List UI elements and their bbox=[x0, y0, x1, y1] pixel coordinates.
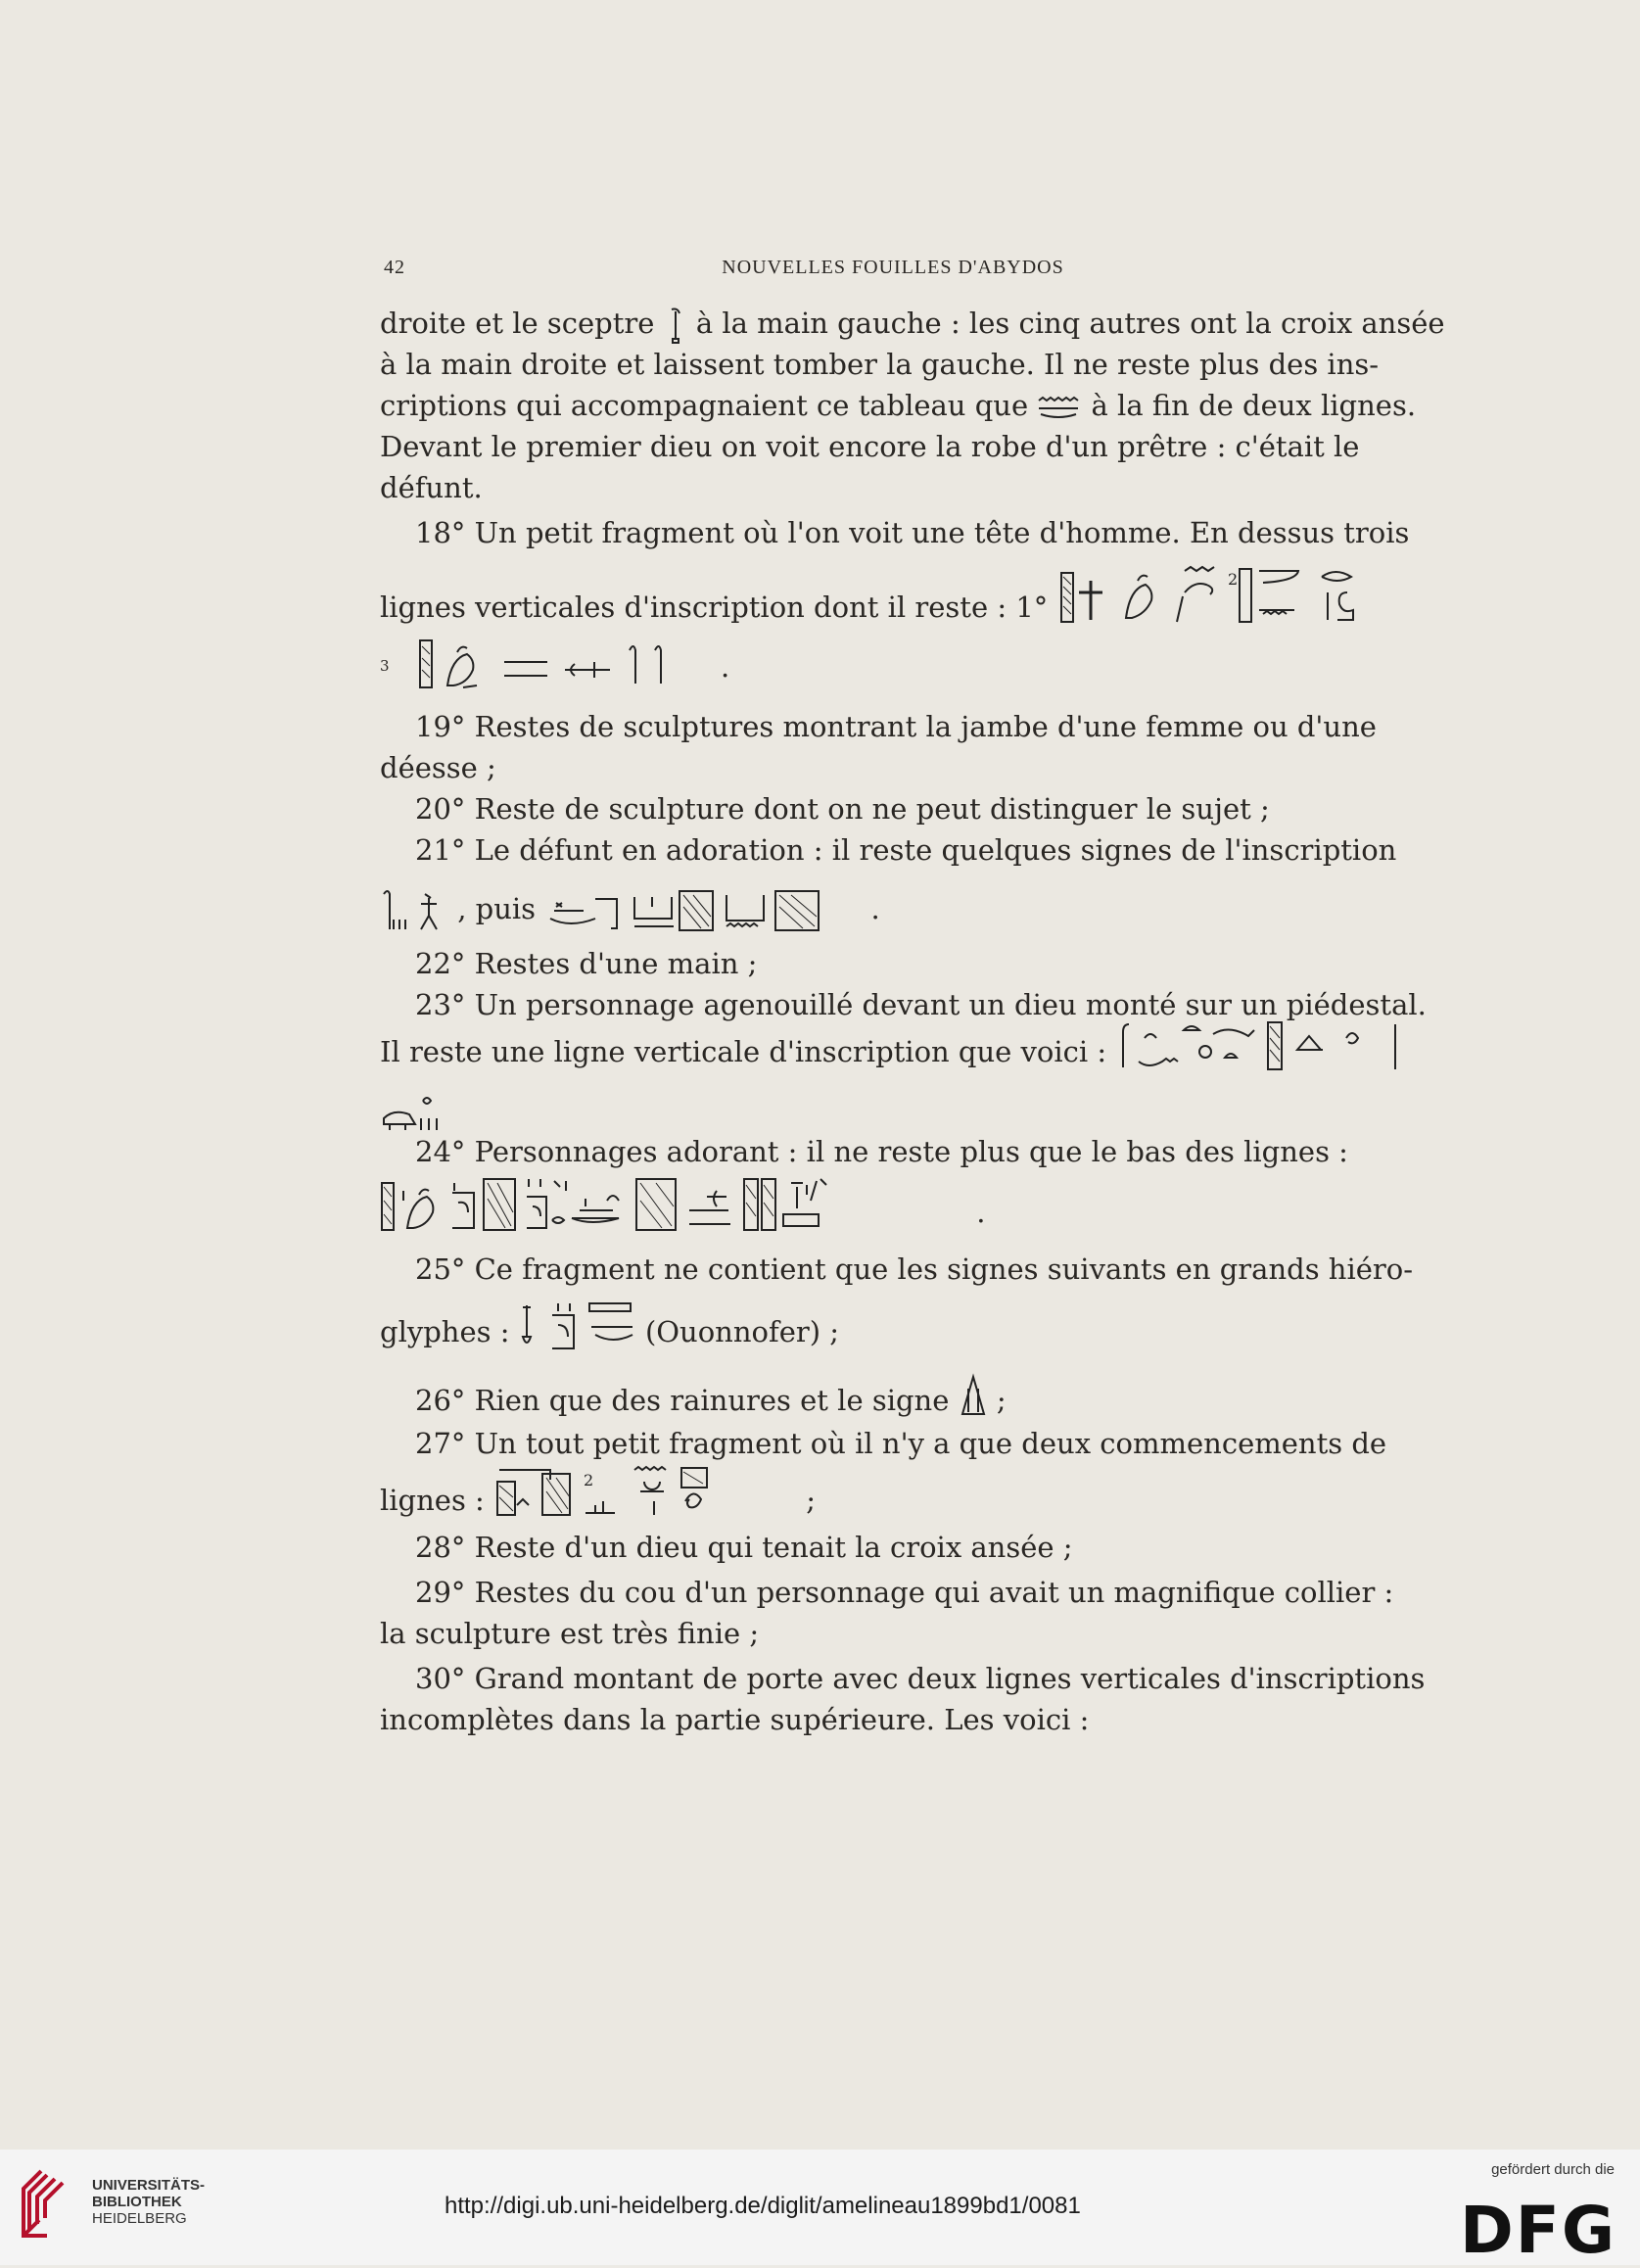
triangle-hieroglyph-icon bbox=[959, 1373, 988, 1418]
text-line: à la main droite et laissent tomber la gauche. Il ne reste plus des ins- bbox=[380, 348, 1380, 381]
text-line: $^3$ . bbox=[380, 646, 1410, 691]
hieroglyph-group-icon bbox=[380, 886, 448, 935]
text-line: 19° Restes de sculptures montrant la jambe d'une femme ou d'une bbox=[415, 710, 1377, 743]
library-name-line: UNIVERSITÄTS- bbox=[92, 2177, 206, 2194]
footer-bar bbox=[0, 2150, 1640, 2268]
svg-text:2: 2 bbox=[1227, 570, 1238, 589]
text-line: 21° Le défunt en adoration : il reste quelques signes de l'inscription bbox=[415, 833, 1397, 867]
library-name-line: HEIDELBERG bbox=[92, 2210, 187, 2227]
text-line: 26° Rien que des rainures et le signe ; bbox=[380, 1381, 1410, 1420]
text-line: 22° Restes d'une main ; bbox=[415, 947, 758, 980]
dfg-logo: DFG bbox=[1459, 2193, 1617, 2268]
hieroglyph-group-icon bbox=[493, 1462, 797, 1521]
hieroglyph-group-icon bbox=[544, 883, 862, 938]
text-line: , puis . bbox=[380, 883, 1410, 938]
hieroglyph-group-icon bbox=[398, 633, 712, 691]
text-line: 28° Reste d'un dieu qui tenait la croix ansée ; bbox=[415, 1531, 1073, 1564]
svg-text:2: 2 bbox=[584, 1471, 594, 1489]
hieroglyph-group-icon bbox=[380, 1091, 478, 1134]
text-line: . bbox=[380, 1193, 1410, 1234]
text-line: glyphes : (Ouonnofer) ; bbox=[380, 1312, 1410, 1352]
text-line bbox=[380, 1091, 1410, 1134]
hieroglyph-group-icon bbox=[1115, 1016, 1419, 1075]
text-line: 20° Reste de sculpture dont on ne peut distinguer le sujet ; bbox=[415, 792, 1270, 826]
funded-by-label: gefördert durch die bbox=[1491, 2161, 1615, 2178]
running-title: NOUVELLES FOUILLES D'ABYDOS bbox=[722, 257, 1064, 278]
permalink-url[interactable]: http://digi.ub.uni-heidelberg.de/diglit/amelineau1899bd1/0081 bbox=[445, 2193, 1081, 2219]
text-line: lignes : 2 ; bbox=[380, 1481, 1410, 1521]
text-line: Devant le premier dieu on voit encore la robe d'un prêtre : c'était le bbox=[380, 430, 1360, 463]
hieroglyph-group-icon bbox=[519, 1294, 636, 1352]
library-name bbox=[92, 2177, 205, 2227]
text-line: 29° Restes du cou d'un personnage qui avait un magnifique collier : bbox=[415, 1576, 1394, 1609]
page-number: 42 bbox=[384, 257, 405, 278]
text-line: droite et le sceptre à la main gauche : les cinq autres ont la croix ansée bbox=[380, 304, 1410, 345]
text-line: 23° Un personnage agenouillé devant un dieu monté sur un piédestal. bbox=[415, 988, 1427, 1021]
text-line: incomplètes dans la partie supérieure. Les voici : bbox=[380, 1703, 1090, 1736]
text-line: déesse ; bbox=[380, 751, 496, 784]
hieroglyph-group-icon bbox=[380, 1173, 967, 1234]
text-line: lignes verticales d'inscription dont il reste : 1° 2 bbox=[380, 588, 1410, 627]
running-header bbox=[376, 257, 1410, 286]
text-line: 30° Grand montant de porte avec deux lignes verticales d'inscriptions bbox=[415, 1662, 1426, 1695]
text-line: 18° Un petit fragment où l'on voit une tête d'homme. En dessus trois bbox=[415, 516, 1410, 549]
text-line: Il reste une ligne verticale d'inscription que voici : bbox=[380, 1032, 1410, 1075]
library-name-line: BIBLIOTHEK bbox=[92, 2194, 182, 2210]
text-line: défunt. bbox=[380, 471, 483, 504]
sceptre-hieroglyph-icon bbox=[664, 306, 687, 345]
hieroglyph-group-icon bbox=[1057, 563, 1381, 626]
library-logo-icon bbox=[18, 2167, 80, 2244]
text-line: criptions qui accompagnaient ce tableau que à la fin de deux lignes. bbox=[380, 389, 1417, 422]
text-line: la sculpture est très finie ; bbox=[380, 1617, 760, 1650]
water-hieroglyph-icon bbox=[1037, 395, 1082, 420]
text-line: 27° Un tout petit fragment où il n'y a que deux commencements de bbox=[415, 1427, 1387, 1460]
text-line: 24° Personnages adorant : il ne reste plus que le bas des lignes : bbox=[415, 1135, 1348, 1168]
text-line: 25° Ce fragment ne contient que les signes suivants en grands hiéro- bbox=[415, 1252, 1414, 1286]
